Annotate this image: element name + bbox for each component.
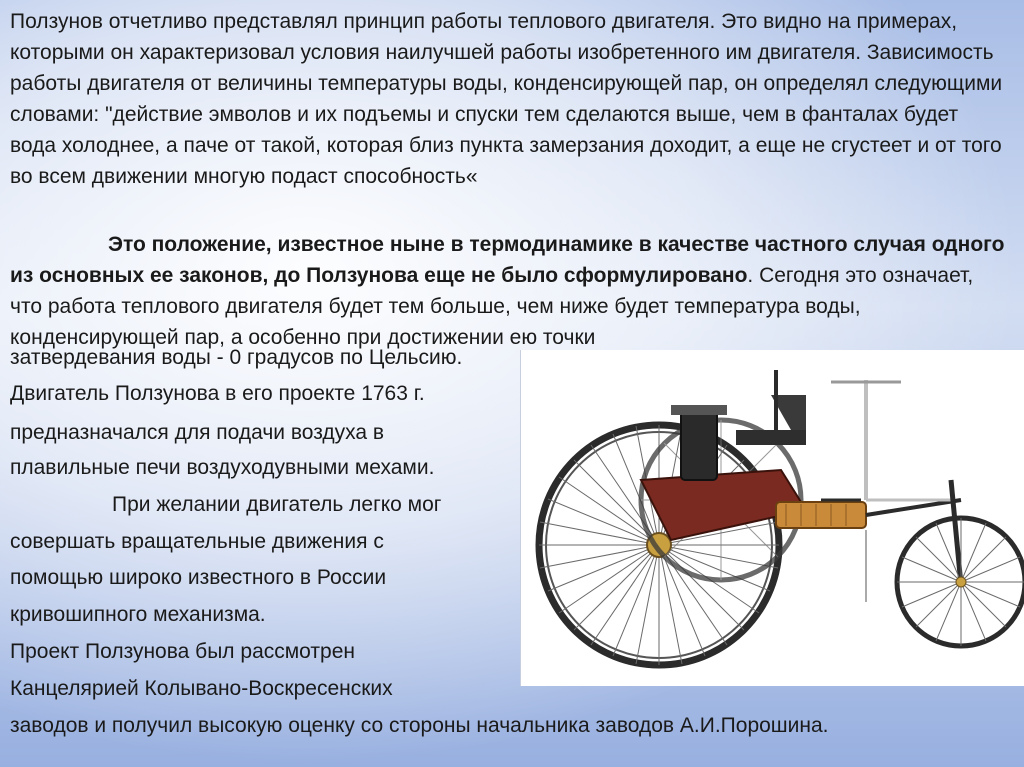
front-wheel <box>897 518 1024 646</box>
text-line: предназначался для подачи воздуха в <box>10 421 385 444</box>
paragraph-continuation: . Сегодня это означает, что работа теплового двигателя будет тем больше, чем ниже будет температура воды, конденсирующей пар, а особенно при достижении ею точки <box>10 264 974 349</box>
bold-statement: Это положение, известное ныне в термодинамике в качестве частного случая одного из основных ее законов, до Ползунова еще не было сформулировано <box>10 233 1005 287</box>
paragraph-principle: Ползунов отчетливо представлял принцип работы теплового двигателя. Это видно на примерах, которыми он характеризовал условия наилучшей работы изобретенного им двигателя. Зависимость работы двигателя от величины температуры воды, конденсирующей пар, он определял следующими словами: "действие эмволов и их подъемы и спуски тем сделаются выше, чем в фанталах будет вода холоднее, а паче от такой, которая близ пункта замерзания доходит, а еще не сгустеет и от того во всем движении многую подаст способность« <box>10 10 1003 188</box>
tricycle-image <box>520 350 1024 686</box>
text-line: Канцелярией Колывано-Воскресенских <box>10 677 393 700</box>
text-line: кривошипного механизма. <box>10 603 266 626</box>
text-line: Проект Ползунова был рассмотрен <box>10 640 355 663</box>
text-line: совершать вращательные движения с <box>10 530 384 553</box>
text-line: помощью широко известного в России <box>10 566 387 589</box>
text-line: затвердевания воды - 0 градусов по Цельсию. <box>10 346 463 369</box>
text-line: При желании двигатель легко мог <box>112 493 442 516</box>
text-line: плавильные печи воздуходувными мехами. <box>10 456 435 479</box>
rear-wheel <box>539 425 779 665</box>
text-line: Двигатель Ползунова в его проекте 1763 г. <box>10 382 425 405</box>
text-line: заводов и получил высокую оценку со стороны начальника заводов А.И.Порошина. <box>10 714 829 737</box>
paragraph-thermodynamics <box>10 229 1010 353</box>
motor-tricycle-icon <box>521 350 1024 686</box>
